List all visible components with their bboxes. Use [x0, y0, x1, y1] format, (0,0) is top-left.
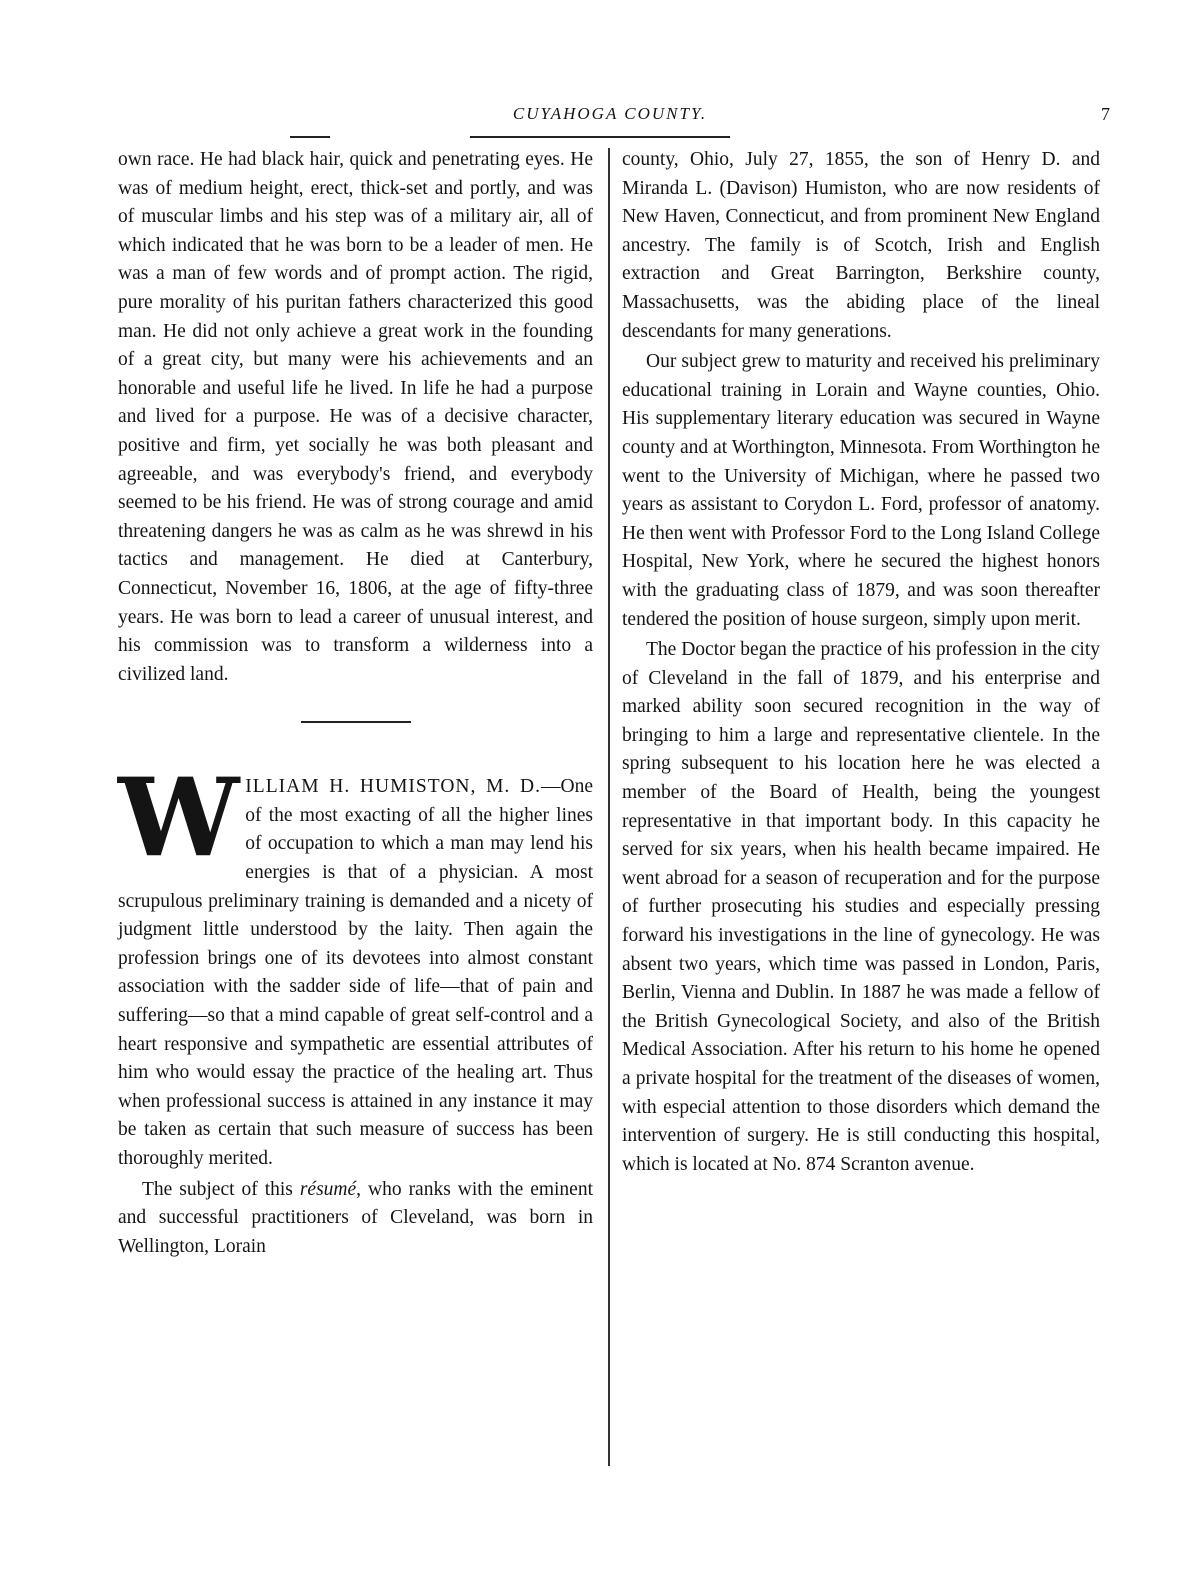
biography-paragraph-2-start: The subject of this [142, 1178, 300, 1200]
left-column [118, 146, 593, 1261]
biography-opening [118, 755, 593, 1173]
section-separator [301, 721, 411, 723]
header-rule-short [290, 136, 330, 138]
page-header [110, 104, 1110, 132]
right-paragraph-1: county, Ohio, July 27, 1855, the son of Henry D. and Miranda L. (Davison) Humiston, who are now residents of New Haven, Connecticut, and from prominent New England ancestry. The family is of Scotch, Irish and English extraction and Great Barrington, Berkshire county, Massachusetts, was the abiding place of the lineal descendants for many generations. [622, 149, 1100, 342]
biography-paragraph-2-end: , who ranks with the eminent and successful practitioners of Cleveland, was born in Wellington, Lorain [118, 1178, 594, 1257]
biography-paragraph-1: —One of the most exacting of all the higher lines of occupation to which a man may lend his energies is that of a physician. A most scrupulous preliminary training is demanded and a nicety of judgment little understood by the laity. Then again the profession brings one of its devotees into almost constant association with the sadder side of life—that of pain and suffering—so that a mind capable of great self-control and a heart responsive and sympathetic are essential attributes of him who would essay the practice of the healing art. Thus when professional success is attained in any instance it may be taken as certain that such measure of success has been thoroughly merited. [118, 776, 593, 1169]
right-paragraph-2: Our subject grew to maturity and received his preliminary educational training in Lorain and Wayne counties, Ohio. His supplementary literary education was secured in Wayne county and at Worthington, Minnesota. From Worthington he went to the University of Michigan, where he passed two years as assistant to Corydon L. Ford, professor of anatomy. He then went with Professor Ford to the Long Island College Hospital, New York, where he secured the highest honors with the graduating class of 1879, and was soon thereafter tendered the position of house surgeon, simply upon merit. [622, 351, 1100, 630]
biography-name: ILLIAM H. HUMISTON, M. D. [245, 776, 541, 798]
page-number: 7 [1101, 104, 1110, 124]
running-title: CUYAHOGA COUNTY. [512, 104, 708, 123]
drop-cap: W [118, 755, 240, 882]
column-divider [608, 148, 610, 1466]
biography-paragraph-2-italic: résumé [299, 1178, 357, 1200]
left-paragraph-1: own race. He had black hair, quick and penetrating eyes. He was of medium height, erect, thick-set and portly, and was of muscular limbs and his step was of a military air, all of which indicated that he was born to be a leader of men. He was a man of few words and of prompt action. The rigid, pure morality of his puritan fathers characterized this good man. He did not only achieve a great work in the founding of a great city, but many were his achievements and an honorable and useful life he lived. In life he had a purpose and lived for a purpose. He was of a decisive character, positive and firm, yet socially he was both pleasant and agreeable, and was everybody's friend, and everybody seemed to be his friend. He was of strong courage and amid threatening dangers he was as calm as he was shrewd in his tactics and management. He died at Canterbury, Connecticut, November 16, 1806, at the age of fifty-three years. He was born to lead a career of unusual interest, and his commission was to transform a wilderness into a civilized land. [118, 149, 593, 685]
right-paragraph-3: The Doctor began the practice of his profession in the city of Cleveland in the fall of 1879, and his enterprise and marked ability soon secured recognition in the way of bringing to him a large and representative clientele. In the spring subsequent to his location here he was elected a member of the Board of Health, being the youngest representative in that important body. In this capacity he served for six years, when his health became impaired. He went abroad for a season of recuperation and for the purpose of further prosecuting his studies and especially pressing forward his investigations in the line of gynecology. He was absent two years, which time was passed in London, Paris, Berlin, Vienna and Dublin. In 1887 he was made a fellow of the British Gynecological Society, and also of the British Medical Association. After his return to his home he opened a private hospital for the treatment of the diseases of women, with especial attention to those disorders which demand the intervention of surgery. He is still conducting this hospital, which is located at No. 874 Scranton avenue. [622, 639, 1100, 1175]
biography-paragraph-2 [118, 1176, 593, 1262]
right-column [622, 146, 1100, 1179]
header-rule-long [470, 136, 730, 138]
